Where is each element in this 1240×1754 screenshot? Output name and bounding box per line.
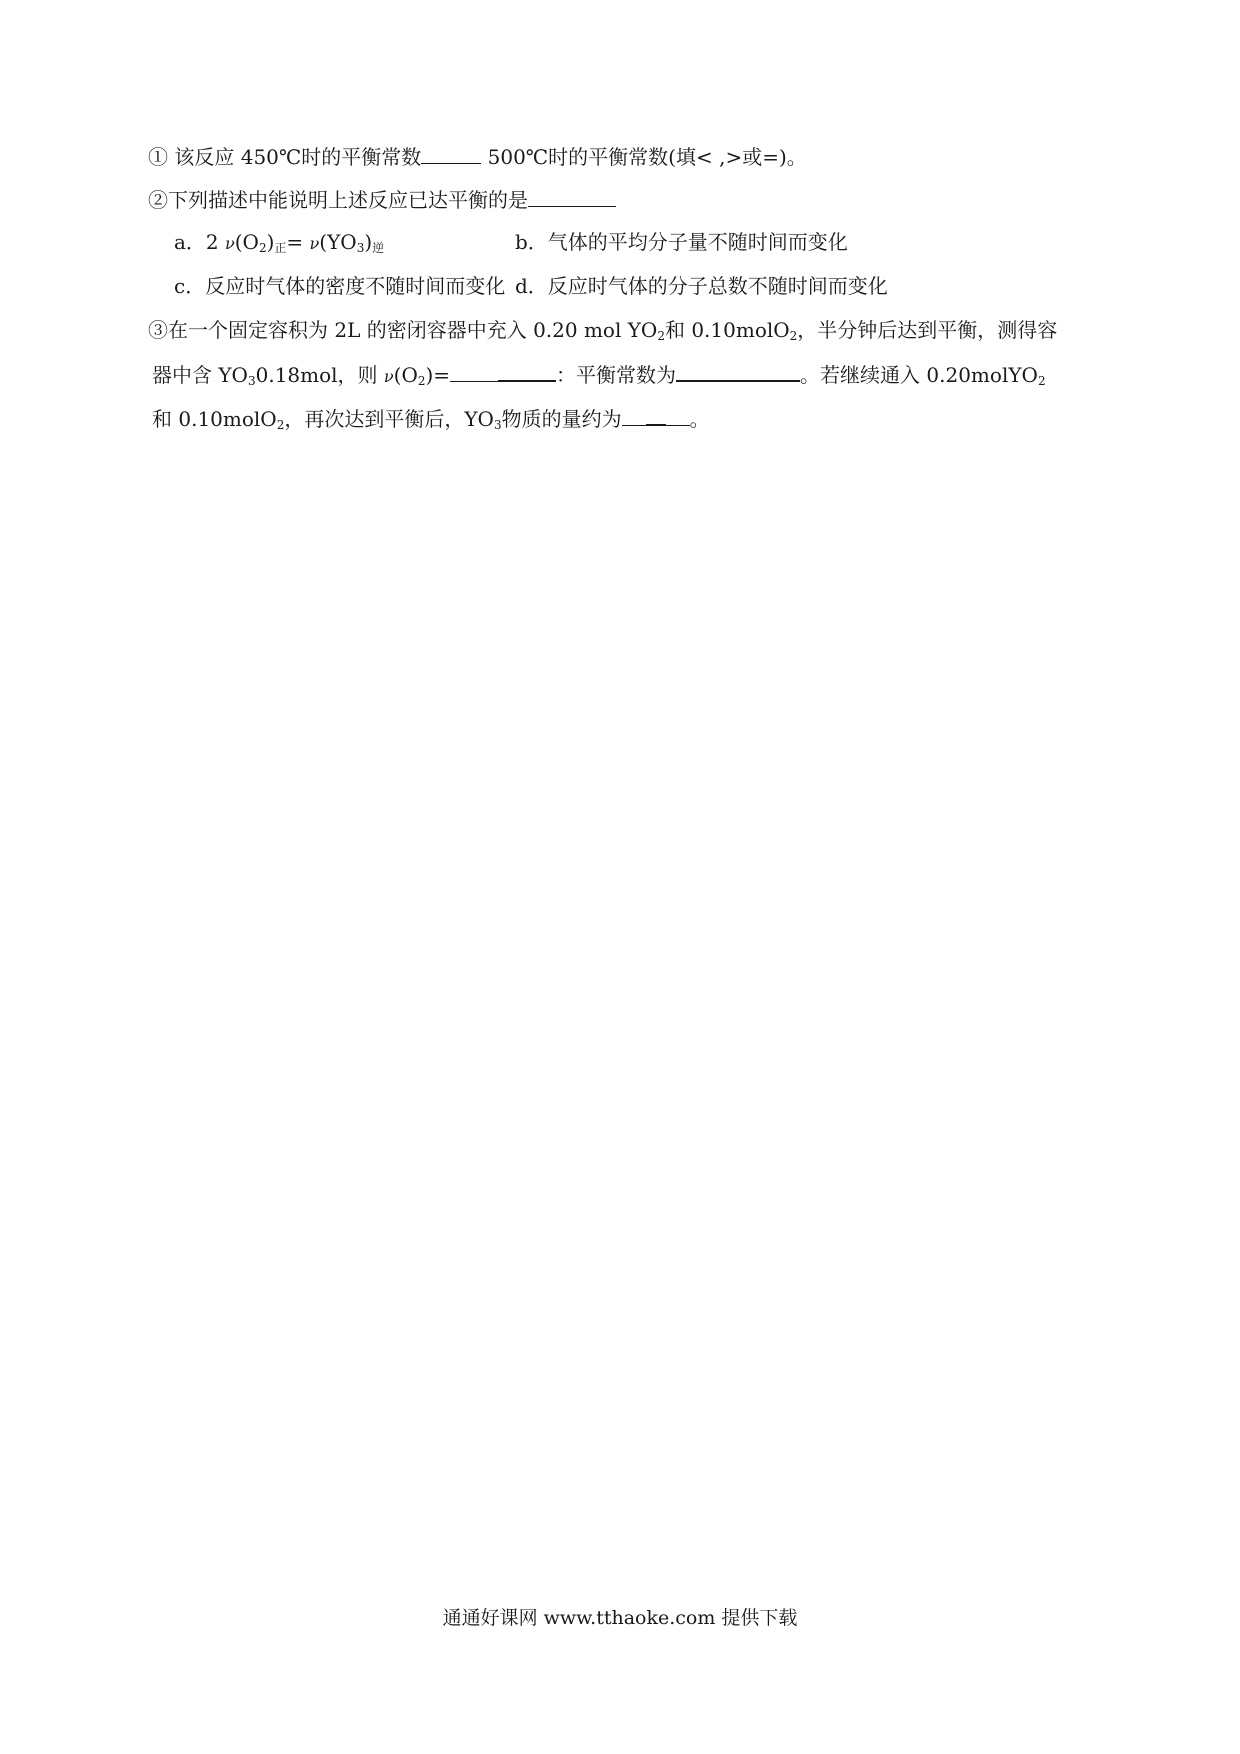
q3-line2-f: 。若继续通入 0.20molYO xyxy=(800,363,1038,387)
question-1 xyxy=(148,143,807,171)
option-a-reverse-sub: 逆 xyxy=(372,241,385,255)
q3-line2-a: 器中含 YO xyxy=(152,363,248,387)
q3-line2-sub3: 2 xyxy=(1037,374,1046,388)
q1-prefix: ① 该反应 450℃时的平衡常数 xyxy=(148,145,422,169)
q3-line2-sub2: 2 xyxy=(417,374,426,388)
option-a-forward-sub: 正 xyxy=(274,241,287,255)
q3-line2-e: ：平衡常数为 xyxy=(556,363,677,387)
question-3-line-1 xyxy=(148,316,1057,344)
q3-line1-b: 和 0.10molO xyxy=(664,318,790,342)
q3-line2-sub1: 3 xyxy=(247,374,256,388)
q2-option-d xyxy=(515,272,888,300)
page-footer: 通通好课网 www.tthaoke.com 提供下载 xyxy=(442,1607,798,1629)
option-b-text: b．气体的平均分子量不随时间而变化 xyxy=(515,230,848,254)
q3-line3-sub2: 3 xyxy=(493,418,502,432)
q3-line2-b: 0.18mol，则 xyxy=(255,363,384,387)
q3-line3-a: 和 0.10molO xyxy=(152,407,277,431)
q3-amount-blank-left[interactable] xyxy=(622,405,646,426)
q3-line1-sub1: 2 xyxy=(657,329,665,343)
q2-option-a xyxy=(174,228,384,258)
q3-amount-blank[interactable] xyxy=(646,404,666,426)
option-a-yo3-close: ) xyxy=(364,230,373,254)
option-a-yo3-sub: 3 xyxy=(356,241,365,255)
option-a-o2-close: ) xyxy=(266,230,275,254)
question-2 xyxy=(148,186,616,214)
q3-line2-c: (O xyxy=(393,363,418,387)
option-a-nu: ν xyxy=(225,234,235,253)
option-a-equals: = xyxy=(286,230,310,254)
option-a-yo3: (YO xyxy=(319,230,357,254)
q2-answer-blank[interactable] xyxy=(528,186,616,207)
q1-answer-blank[interactable] xyxy=(421,143,481,164)
option-a-label: a．2 xyxy=(174,230,219,254)
option-d-text: d．反应时气体的分子总数不随时间而变化 xyxy=(515,274,888,298)
question-3-line-2 xyxy=(152,360,1046,391)
question-3-line-3 xyxy=(152,404,710,433)
q3-line3-d: 。 xyxy=(689,407,710,431)
q1-rest: 500℃时的平衡常数(填< ,>或=)。 xyxy=(481,145,807,169)
q3-equilibrium-constant-blank[interactable] xyxy=(676,360,800,382)
q3-line1-c: ，半分钟后达到平衡，测得容 xyxy=(797,318,1058,342)
q3-amount-blank-right[interactable] xyxy=(666,405,690,426)
q3-line2-nu: ν xyxy=(383,367,394,386)
option-a-o2: (O xyxy=(234,230,259,254)
q2-option-c xyxy=(174,272,505,300)
q3-line2-d: )= xyxy=(425,363,451,387)
q3-rate-blank[interactable] xyxy=(498,360,556,382)
q3-rate-blank-thin[interactable] xyxy=(450,361,498,382)
q3-line3-b: ，再次达到平衡后，YO xyxy=(284,407,494,431)
q2-option-b xyxy=(515,228,848,256)
option-c-text: c．反应时气体的密度不随时间而变化 xyxy=(174,274,506,298)
q3-line3-sub1: 2 xyxy=(276,418,285,432)
option-a-nu2: ν xyxy=(309,234,320,253)
q3-line1-sub2: 2 xyxy=(789,329,798,343)
q3-line1-a: ③在一个固定容积为 2L 的密闭容器中充入 0.20 mol YO xyxy=(148,318,658,342)
q2-text: ②下列描述中能说明上述反应已达平衡的是 xyxy=(148,188,528,212)
q3-line3-c: 物质的量约为 xyxy=(501,407,622,431)
option-a-o2-sub: 2 xyxy=(258,241,267,255)
